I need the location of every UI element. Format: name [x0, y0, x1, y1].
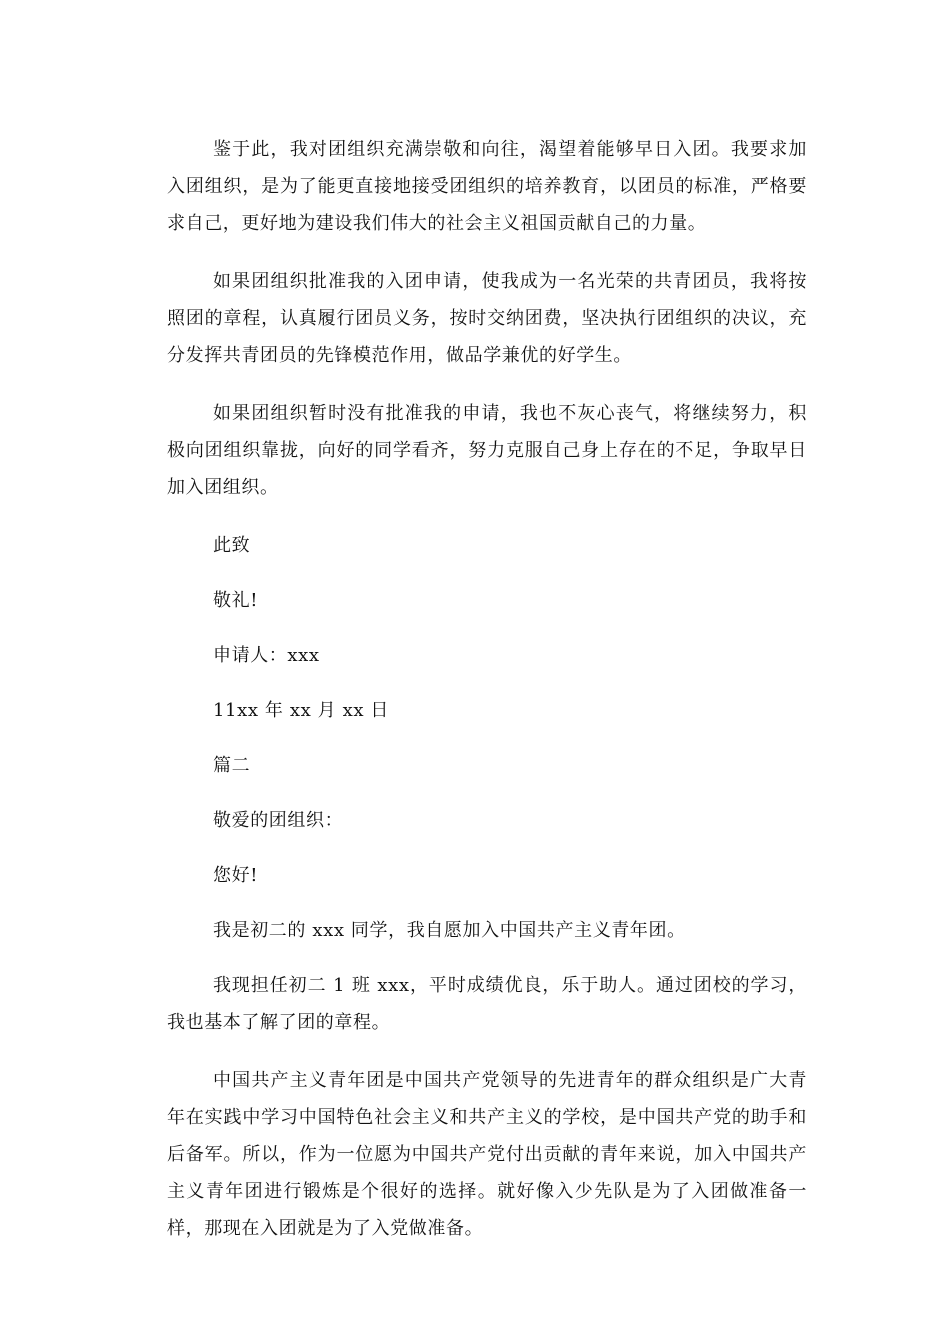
paragraph-if-not-approved: 如果团组织暂时没有批准我的申请，我也不灰心丧气，将继续努力，积极向团组织靠拢，向好的同学看齐，努力克服自己身上存在的不足，争取早日加入团组织。 — [167, 403, 807, 498]
section-heading: 篇二 — [213, 755, 251, 776]
paragraph-aspiration: 鉴于此，我对团组织充满崇敬和向往，渴望着能够早日入团。我要求加入团组织，是为了能更直接地接受团组织的培养教育，以团员的标准，严格要求自己，更好地为建设我们伟大的社会主义祖国贡献自己的力量。 — [167, 139, 807, 234]
date-line: 11xx 年 xx 月 xx 日 — [213, 700, 390, 721]
salutation: 敬爱的团组织： — [213, 810, 344, 831]
paragraph-self-description: 我现担任初二 1 班 xxx，平时成绩优良，乐于助人。通过团校的学习，我也基本了解了团的章程。 — [167, 975, 807, 1033]
closing-line: 此致 — [213, 535, 251, 556]
paragraph-league-description: 中国共产主义青年团是中国共产党领导的先进青年的群众组织是广大青年在实践中学习中国特色社会主义和共产主义的学校，是中国共产党的助手和后备军。所以，作为一位愿为中国共产党付出贡献的青年来说，加入中国共产主义青年团进行锻炼是个很好的选择。就好像入少先队是为了入团做准备一样，那现在入团就是为了入党做准备。 — [167, 1070, 807, 1239]
document-body — [167, 131, 807, 1268]
intro-line: 我是初二的 xxx 同学，我自愿加入中国共产主义青年团。 — [213, 920, 686, 941]
salute-line: 敬礼! — [213, 590, 259, 611]
paragraph-if-approved: 如果团组织批准我的入团申请，使我成为一名光荣的共青团员，我将按照团的章程，认真履行团员义务，按时交纳团费，坚决执行团组织的决议，充分发挥共青团员的先锋模范作用，做品学兼优的好学生。 — [167, 271, 807, 366]
greeting-line: 您好! — [213, 865, 259, 886]
applicant-signature: 申请人：xxx — [213, 645, 320, 666]
